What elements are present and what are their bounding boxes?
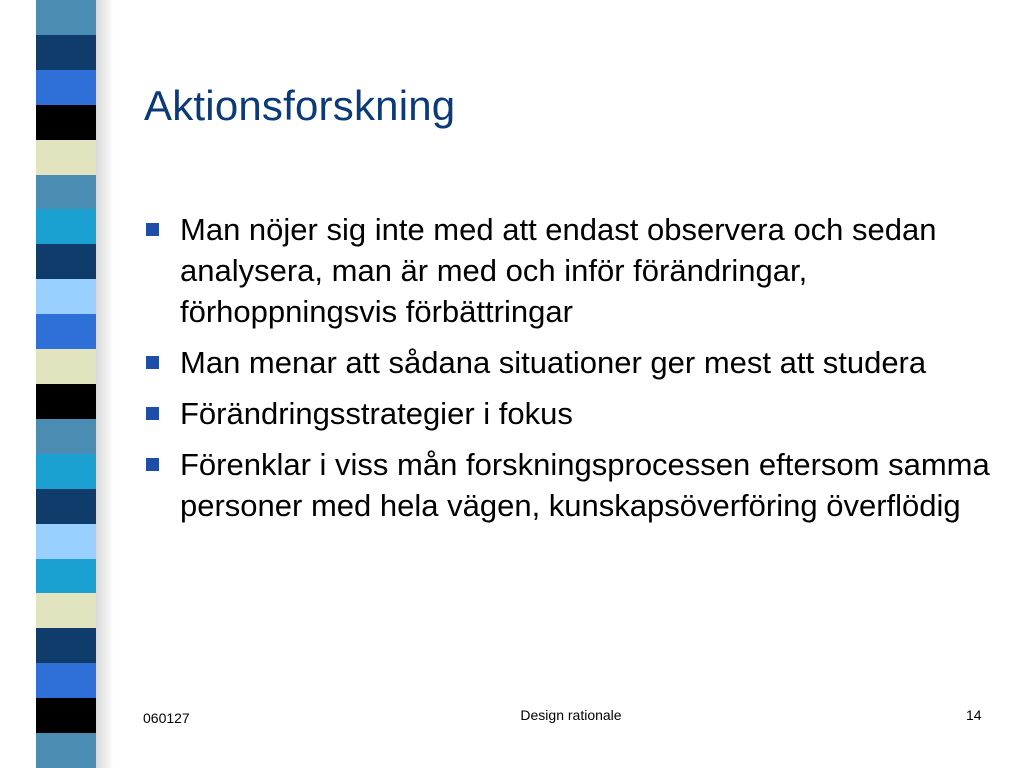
stripe-band [36,628,96,663]
stripe-shadow [96,0,114,768]
stripe-band [36,140,96,175]
slide-title: Aktionsforskning [144,82,456,129]
footer-title: Design rationale [520,707,622,723]
stripe-band [36,279,96,314]
stripe-band [36,419,96,454]
footer-date: 060127 [143,710,190,726]
square-bullet-icon [146,223,159,236]
stripe-band [36,209,96,244]
bullet-item [140,393,990,434]
stripe-band [36,733,96,768]
stripe-band [36,314,96,349]
decorative-stripe [36,0,96,768]
stripe-band [36,349,96,384]
stripe-band [36,35,96,70]
bullet-text: Man nöjer sig inte med att endast observera och sedan analysera, man är med och inför förändringar, förhoppningsvis förbättringar [180,212,937,329]
bullet-item [140,209,990,332]
stripe-band [36,70,96,105]
bullet-item [140,444,990,526]
stripe-band [36,559,96,594]
page-number: 14 [966,707,982,723]
stripe-band [36,454,96,489]
square-bullet-icon [146,407,159,420]
bullet-text: Man menar att sådana situationer ger mest att studera [180,345,927,380]
bullet-text: Förändringsstrategier i fokus [180,396,573,431]
stripe-band [36,175,96,210]
square-bullet-icon [146,356,159,369]
stripe-band [36,244,96,279]
bullet-list [140,209,990,536]
stripe-band [36,593,96,628]
bullet-text: Förenklar i viss mån forskningsprocessen eftersom samma personer med hela vägen, kunskapsöverföring överflödig [180,447,990,523]
bullet-item [140,342,990,383]
stripe-band [36,384,96,419]
stripe-band [36,0,96,35]
square-bullet-icon [146,458,159,471]
stripe-band [36,489,96,524]
stripe-band [36,105,96,140]
stripe-band [36,524,96,559]
stripe-band [36,663,96,698]
